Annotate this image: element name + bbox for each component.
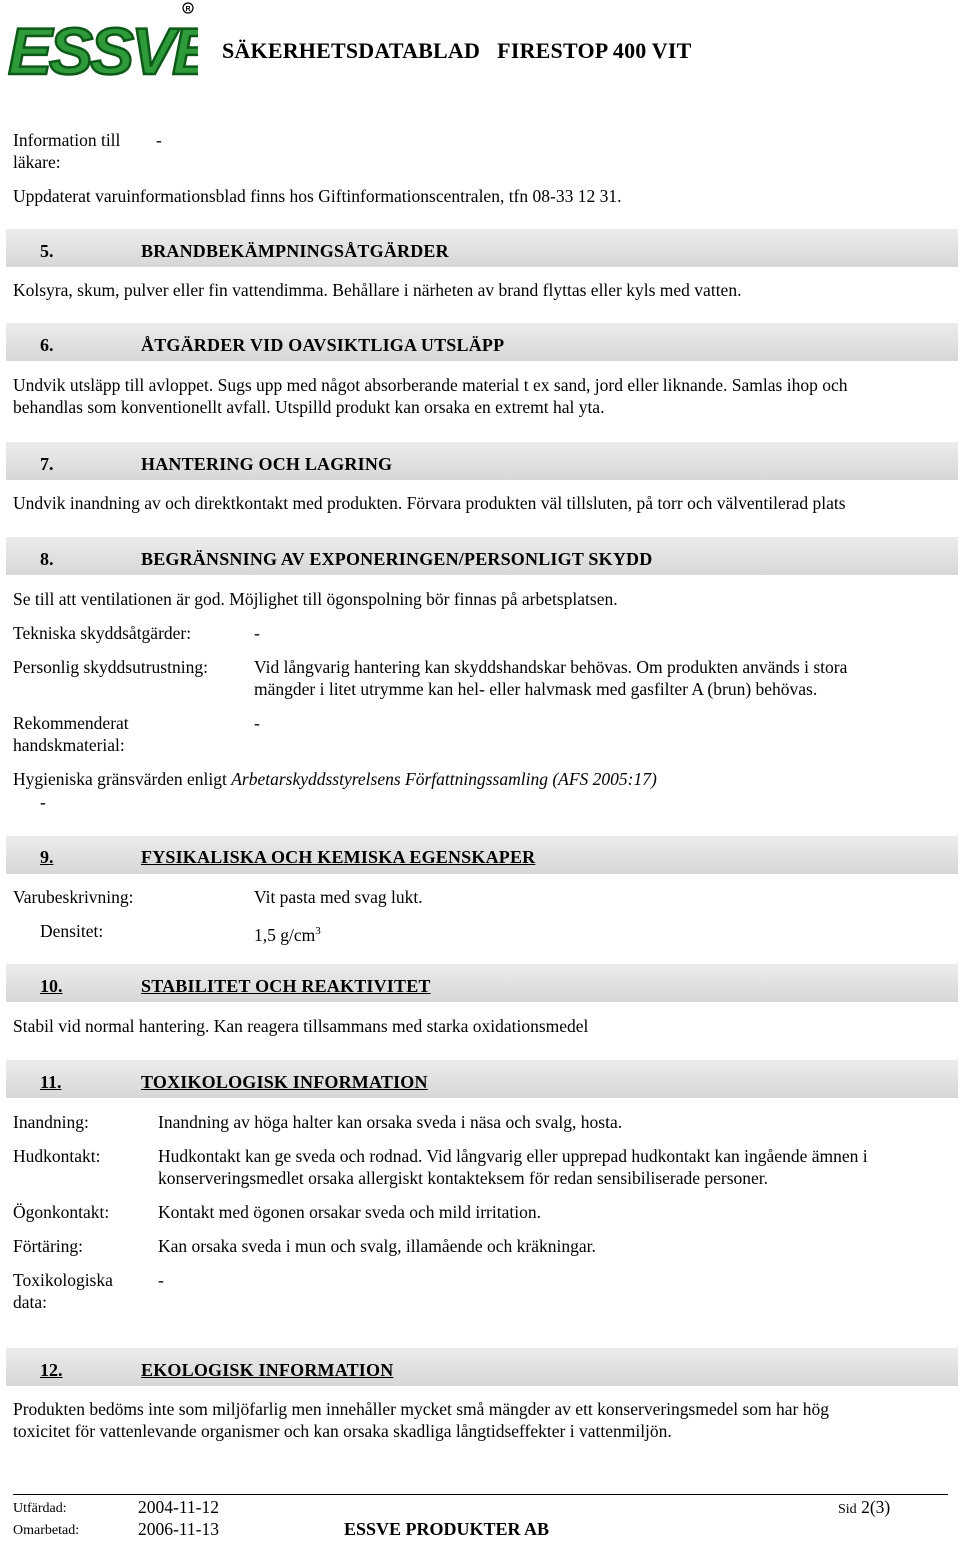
info-lakare-value: - (156, 130, 162, 150)
section-6-line-1: Undvik utsläpp till avloppet. Sugs upp med något absorberande material t ex sand, jord eller liknande. Samlas ihop och (13, 375, 848, 395)
section-5-text: Kolsyra, skum, pulver eller fin vattendimma. Behållare i närheten av brand flyttas eller kyls med vatten. (13, 280, 742, 300)
varubeskrivning-value: Vit pasta med svag lukt. (254, 887, 423, 907)
section-12-title: EKOLOGISK INFORMATION (141, 1360, 394, 1380)
section-5-title: BRANDBEKÄMPNINGSÅTGÄRDER (141, 241, 449, 261)
toxikologiska-label-2: data: (13, 1292, 48, 1312)
section-12-line-1: Produkten bedöms inte som miljöfarlig men innehåller mycket små mängder av ett konserveringsmedel som har hög (13, 1399, 829, 1419)
section-6-number: 6. (40, 335, 54, 355)
omarbetad-label: Omarbetad: (13, 1523, 80, 1538)
hudkontakt-label: Hudkontakt: (13, 1146, 101, 1166)
hygieniska-prefix: Hygieniska gränsvärden enligt (13, 769, 232, 789)
section-9-title: FYSIKALISKA OCH KEMISKA EGENSKAPER (141, 847, 536, 867)
info-lakare-note: Uppdaterat varuinformationsblad finns hos Giftinformationscentralen, tfn 08-33 12 31. (13, 186, 622, 206)
densitet-value (254, 920, 321, 946)
section-9-number: 9. (40, 847, 54, 867)
ogonkontakt-label: Ögonkontakt: (13, 1202, 110, 1222)
svg-text:R: R (185, 6, 191, 13)
inandning-label: Inandning: (13, 1112, 89, 1132)
tekniska-label: Tekniska skyddsåtgärder: (13, 623, 192, 643)
section-10-title: STABILITET OCH REAKTIVITET (141, 976, 431, 996)
section-8-intro: Se till att ventilationen är god. Möjlighet till ögonspolning bör finnas på arbetsplatsen. (13, 589, 618, 609)
section-8-number: 8. (40, 549, 54, 569)
company-name: ESSVE PRODUKTER AB (344, 1519, 550, 1539)
essve-logo (0, 0, 198, 84)
ogonkontakt-value: Kontakt med ögonen orsakar sveda och mild irritation. (158, 1202, 541, 1222)
utfardad-date: 2004-11-12 (138, 1497, 220, 1517)
footer-divider (13, 1494, 948, 1495)
tekniska-value: - (254, 623, 260, 643)
section-11-number: 11. (40, 1072, 62, 1092)
info-lakare-label: Information till (13, 130, 121, 150)
section-10-number: 10. (40, 976, 63, 996)
hygieniska-reference: Arbetarskyddsstyrelsens Författningssamling (AFS 2005:17) (231, 769, 657, 789)
fortaring-label: Förtäring: (13, 1236, 83, 1256)
page-number-label: Sid (838, 1502, 857, 1517)
handske-value: - (254, 713, 260, 733)
hudkontakt-line-1: Hudkontakt kan ge sveda och rodnad. Vid långvarig eller upprepad hudkontakt kan ingående ämnen i (158, 1146, 868, 1166)
svg-text:ESSVE: ESSVE (8, 14, 198, 84)
section-6-line-2: behandlas som konventionellt avfall. Utspilld produkt kan orsaka en extremt hal yta. (13, 397, 605, 417)
omarbetad-date: 2006-11-13 (138, 1519, 220, 1539)
section-7-number: 7. (40, 454, 54, 474)
fortaring-value: Kan orsaka sveda i mun och svalg, illamående och kräkningar. (158, 1236, 596, 1256)
densitet-exponent: 3 (315, 925, 321, 937)
densitet-number: 1,5 g/cm (254, 924, 316, 945)
section-12-line-2: toxicitet för vattenlevande organismer och kan orsaka skadliga långtidseffekter i vattenmiljön. (13, 1421, 672, 1441)
densitet-label: Densitet: (40, 921, 104, 941)
personlig-line-1: Vid långvarig hantering kan skyddshandskar behövas. Om produkten används i stora (254, 657, 848, 677)
toxikologiska-value: - (158, 1270, 164, 1290)
handske-label-1: Rekommenderat (13, 713, 129, 733)
page-number-value: 2(3) (861, 1497, 891, 1517)
hygieniska-line (13, 768, 657, 790)
page-number (838, 1496, 890, 1521)
handske-label-2: handskmaterial: (13, 735, 125, 755)
varubeskrivning-label: Varubeskrivning: (13, 887, 134, 907)
section-7-text: Undvik inandning av och direktkontakt med produkten. Förvara produkten väl tillsluten, på torr och välventilerad plats (13, 493, 846, 513)
toxikologiska-label-1: Toxikologiska (13, 1270, 113, 1290)
section-10-text: Stabil vid normal hantering. Kan reagera tillsammans med starka oxidationsmedel (13, 1016, 589, 1036)
section-5-number: 5. (40, 241, 54, 261)
info-lakare-label-2: läkare: (13, 152, 61, 172)
document-title: SÄKERHETSDATABLAD FIRESTOP 400 VIT (222, 38, 692, 63)
personlig-line-2: mängder i litet utrymme kan hel- eller halvmask med gasfilter A (brun) behövas. (254, 679, 818, 699)
personlig-label: Personlig skyddsutrustning: (13, 657, 208, 677)
section-12-number: 12. (40, 1360, 63, 1380)
section-6-title: ÅTGÄRDER VID OAVSIKTLIGA UTSLÄPP (141, 335, 505, 355)
section-11-title: TOXIKOLOGISK INFORMATION (141, 1072, 428, 1092)
section-7-title: HANTERING OCH LAGRING (141, 454, 393, 474)
utfardad-label: Utfärdad: (13, 1501, 67, 1516)
section-8-title: BEGRÄNSNING AV EXPONERINGEN/PERSONLIGT SKYDD (141, 549, 653, 569)
inandning-value: Inandning av höga halter kan orsaka sveda i näsa och svalg, hosta. (158, 1112, 623, 1132)
hygieniska-value: - (40, 792, 46, 812)
hudkontakt-line-2: konserveringsmedlet orsaka allergiskt kontakteksem för redan sensibiliserade personer. (158, 1168, 769, 1188)
